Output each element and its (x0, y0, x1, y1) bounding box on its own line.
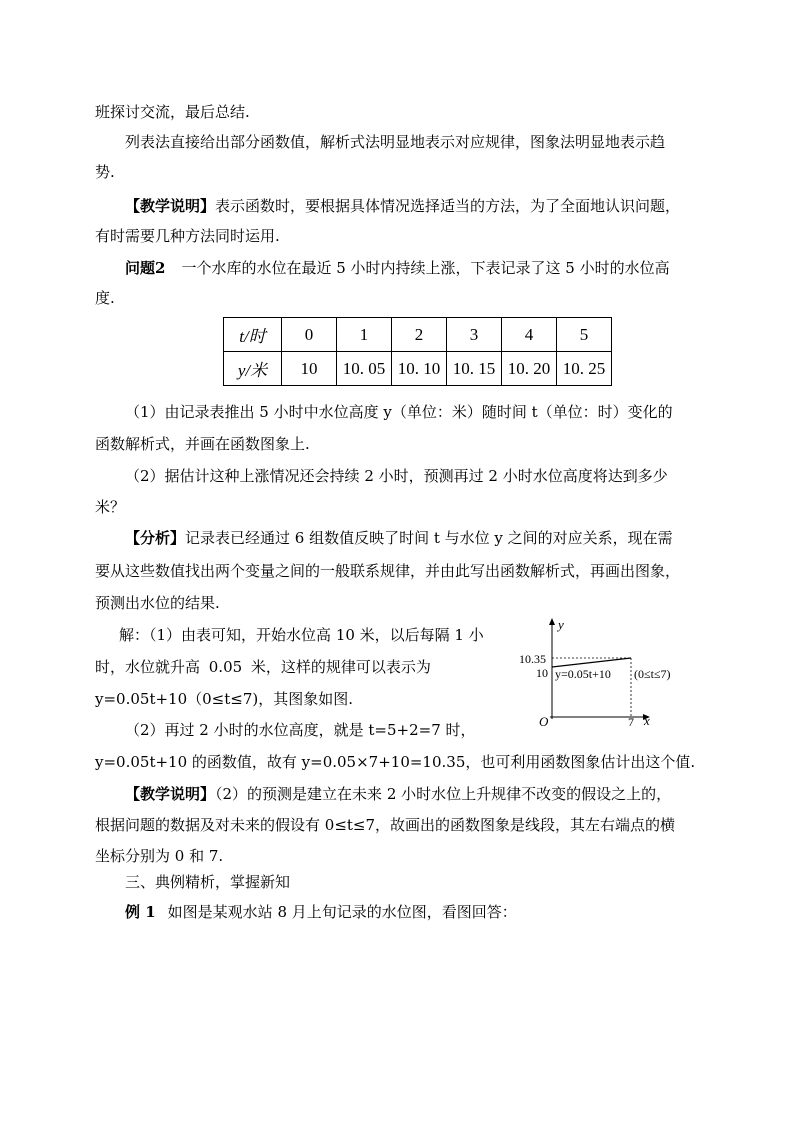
table-cell: 10 (282, 352, 337, 386)
section-heading: 三、典例精析，掌握新知 (125, 873, 291, 891)
table-cell: 1 (337, 318, 392, 352)
table-cell: 10. 15 (447, 352, 502, 386)
paragraph-line: 米？ (95, 498, 126, 516)
table-cell: 10. 05 (337, 352, 392, 386)
paragraph-line: 根据问题的数据及对未来的假设有 0≤t≤7，故画出的函数图象是线段，其左右端点的横 (95, 816, 676, 834)
example-1 (125, 902, 517, 922)
origin-label: O (539, 714, 549, 729)
function-graph (510, 615, 710, 730)
solution-line: 解：（1）由表可知，开始水位高 10 米，以后每隔 1 小 (119, 626, 484, 644)
solution-line: y=0.05t+10 的函数值，故有 y=0.05×7+10=10.35，也可利用函数图象估计出这个值. (95, 753, 696, 771)
y-tick-label: 10.35 (519, 652, 546, 666)
paragraph-line: 列表法直接给出部分函数值，解析式法明显地表示对应规律，图象法明显地表示趋 (125, 133, 666, 151)
water-level-table (223, 317, 612, 386)
table-cell: 10. 25 (557, 352, 612, 386)
teaching-note-label: 【教学说明】 (125, 785, 216, 803)
solution-line: 时，水位就升高 0.05 米，这样的规律可以表示为 (95, 658, 431, 676)
y-axis-label: y (558, 617, 564, 632)
table-cell: 0 (282, 318, 337, 352)
example-label: 例 1 (125, 903, 156, 921)
example-text: 如图是某观水站 8 月上旬记录的水位图，看图回答： (167, 903, 517, 921)
paragraph-line: 有时需要几种方法同时运用. (95, 227, 280, 245)
table-header-t: t/时 (224, 318, 282, 352)
paragraph-line: 函数解析式，并画在函数图象上. (95, 435, 310, 453)
teaching-note (125, 196, 680, 216)
solution-line: y=0.05t+10（0≤t≤7)，其图象如图. (95, 690, 353, 708)
y-axis-arrow (549, 618, 555, 625)
analysis-label: 【分析】 (125, 529, 186, 547)
paragraph-line: 要从这些数值找出两个变量之间的一般联系规律，并由此写出函数解析式，再画出图象， (95, 562, 681, 580)
table-cell: 10. 20 (502, 352, 557, 386)
paragraph-line: （1）由记录表推出 5 小时中水位高度 y（单位：米）随时间 t（单位：时）变化的 (125, 403, 673, 421)
paragraph-line: 度. (95, 289, 115, 307)
table-cell: 4 (502, 318, 557, 352)
problem-text: 一个水库的水位在最近 5 小时内持续上涨，下表记录了这 5 小时的水位高 (181, 259, 670, 277)
analysis (125, 528, 673, 548)
analysis-text: 记录表已经通过 6 组数值反映了时间 t 与水位 y 之间的对应关系，现在需 (185, 529, 673, 547)
paragraph-line: （2）据估计这种上涨情况还会持续 2 小时，预测再过 2 小时水位高度将达到多少 (125, 467, 668, 485)
paragraph-line: 坐标分别为 0 和 7. (95, 847, 224, 865)
teaching-note-label: 【教学说明】 (125, 197, 216, 215)
table-header-y: y/米 (224, 352, 282, 386)
teaching-note-text: （2）的预测是建立在未来 2 小时水位上升规律不改变的假设之上的， (215, 785, 672, 803)
x-tick-label: 7 (628, 715, 634, 729)
problem-label: 问题2 (125, 259, 166, 277)
paragraph-line: 预测出水位的结果. (95, 594, 220, 612)
equation-label: y=0.05t+10 (555, 667, 611, 681)
y-tick-label: 10 (536, 666, 548, 680)
paragraph-line: 势. (95, 163, 115, 181)
table-row (224, 318, 612, 352)
x-axis-label: x (644, 713, 650, 728)
problem-2 (125, 258, 670, 278)
table-cell: 10. 10 (392, 352, 447, 386)
table-row (224, 352, 612, 386)
paragraph-line: 班探讨交流，最后总结. (95, 103, 250, 121)
function-segment (552, 658, 631, 667)
table-cell: 2 (392, 318, 447, 352)
teaching-note (125, 784, 671, 804)
table-cell: 5 (557, 318, 612, 352)
domain-label: (0≤t≤7) (634, 667, 671, 681)
teaching-note-text: 表示函数时，要根据具体情况选择适当的方法，为了全面地认识问题， (215, 197, 681, 215)
solution-line: （2）再过 2 小时的水位高度，就是 t=5+2=7 时， (125, 721, 476, 739)
table-cell: 3 (447, 318, 502, 352)
